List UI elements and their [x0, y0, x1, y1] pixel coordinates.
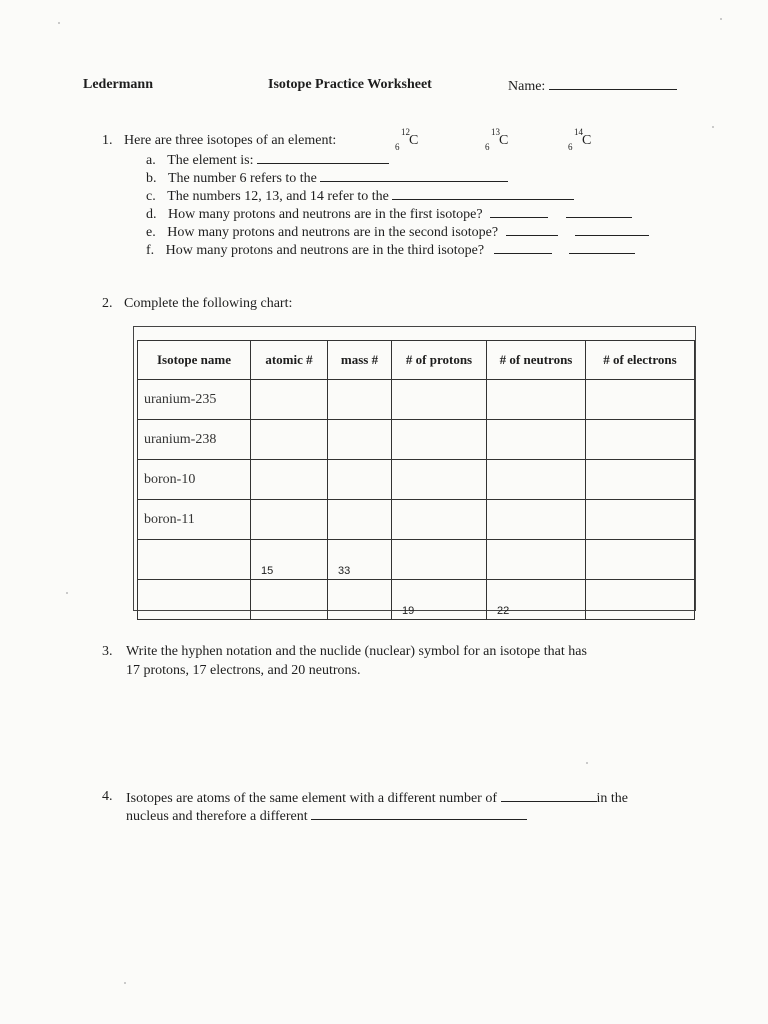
- cell-electrons[interactable]: [586, 380, 695, 420]
- q3-line1: Write the hyphen notation and the nuclide (nuclear) symbol for an isotope that has: [126, 644, 587, 659]
- cell-atomic[interactable]: [251, 580, 328, 620]
- q4-text-a: Isotopes are atoms of the same element with a different number of: [126, 791, 498, 806]
- cell-electrons[interactable]: [586, 580, 695, 620]
- q1-text: Here are three isotopes of an element:: [124, 133, 337, 148]
- q2-number: 2.: [102, 296, 113, 311]
- name-blank[interactable]: [549, 77, 677, 90]
- cell-protons[interactable]: [392, 500, 487, 540]
- q4-number: 4.: [102, 789, 113, 804]
- name-label: Name:: [508, 79, 546, 94]
- table-row: [138, 580, 695, 620]
- q3-number: 3.: [102, 644, 113, 659]
- cell-atomic[interactable]: [251, 420, 328, 460]
- scan-speck: [66, 592, 68, 594]
- part-text: How many protons and neutrons are in the third isotope?: [165, 243, 485, 258]
- q4-text-c: nucleus and therefore a different: [126, 809, 308, 824]
- q1b: [146, 169, 508, 187]
- cell-mass[interactable]: [328, 500, 392, 540]
- given-protons: 19: [402, 605, 415, 617]
- cell-electrons[interactable]: [586, 540, 695, 580]
- teacher-name: Ledermann: [83, 77, 153, 92]
- part-text: How many protons and neutrons are in the first isotope?: [168, 207, 483, 222]
- q1f: [146, 241, 635, 259]
- q4-text-b: in the: [596, 791, 629, 806]
- q1d-protons-blank[interactable]: [490, 205, 548, 218]
- given-neutrons: 22: [497, 605, 510, 617]
- scan-speck: [720, 18, 722, 20]
- q1f-neutrons-blank[interactable]: [569, 241, 635, 254]
- cell-neutrons[interactable]: [487, 420, 586, 460]
- col-isotope-name: Isotope name: [138, 341, 251, 380]
- isotope-chart: [137, 340, 695, 620]
- cell-protons: [392, 580, 487, 620]
- col-protons: # of protons: [392, 341, 487, 380]
- part-letter: d.: [146, 207, 157, 222]
- q4-blank-1[interactable]: [501, 789, 597, 802]
- table-row: [138, 380, 695, 420]
- isotope-symbol: C: [499, 133, 509, 148]
- isotope-symbol: C: [582, 133, 592, 148]
- q1a-blank[interactable]: [257, 151, 389, 164]
- q1f-protons-blank[interactable]: [494, 241, 552, 254]
- cell-atomic[interactable]: [251, 500, 328, 540]
- col-atomic-number: atomic #: [251, 341, 328, 380]
- isotope-mass: 13: [491, 127, 500, 137]
- q1c-blank[interactable]: [392, 187, 574, 200]
- part-letter: b.: [146, 171, 157, 186]
- given-atomic-number: 15: [261, 565, 274, 577]
- cell-isotope-name: boron-11: [138, 500, 251, 540]
- part-text: The number 6 refers to the: [168, 171, 317, 186]
- part-letter: f.: [146, 243, 155, 258]
- col-electrons: # of electrons: [586, 341, 695, 380]
- cell-neutrons[interactable]: [487, 540, 586, 580]
- page-title: Isotope Practice Worksheet: [268, 77, 432, 92]
- scan-speck: [58, 22, 60, 24]
- cell-atomic[interactable]: [251, 460, 328, 500]
- cell-neutrons[interactable]: [487, 380, 586, 420]
- cell-electrons[interactable]: [586, 460, 695, 500]
- cell-mass[interactable]: [328, 380, 392, 420]
- q1e: [146, 223, 649, 241]
- scan-speck: [124, 982, 126, 984]
- isotope-mass: 14: [574, 127, 583, 137]
- table-row: [138, 500, 695, 540]
- cell-protons[interactable]: [392, 540, 487, 580]
- part-letter: a.: [146, 153, 156, 168]
- col-mass-number: mass #: [328, 341, 392, 380]
- q4-line2: [126, 807, 527, 825]
- isotope-atomic: 6: [568, 142, 573, 152]
- q1d-neutrons-blank[interactable]: [566, 205, 632, 218]
- table-row: [138, 420, 695, 460]
- q1e-protons-blank[interactable]: [506, 223, 558, 236]
- chart-header-row: [138, 341, 695, 380]
- cell-neutrons[interactable]: [487, 500, 586, 540]
- cell-neutrons[interactable]: [487, 460, 586, 500]
- cell-protons[interactable]: [392, 420, 487, 460]
- cell-isotope-name: uranium-235: [138, 380, 251, 420]
- cell-mass: [328, 540, 392, 580]
- given-mass-number: 33: [338, 565, 351, 577]
- table-row: [138, 460, 695, 500]
- cell-electrons[interactable]: [586, 420, 695, 460]
- scan-speck: [712, 126, 714, 128]
- cell-electrons[interactable]: [586, 500, 695, 540]
- q1e-neutrons-blank[interactable]: [575, 223, 649, 236]
- cell-protons[interactable]: [392, 380, 487, 420]
- isotope-atomic: 6: [485, 142, 490, 152]
- cell-isotope-name: uranium-238: [138, 420, 251, 460]
- q1a: [146, 151, 389, 169]
- part-text: The element is:: [167, 153, 254, 168]
- col-neutrons: # of neutrons: [487, 341, 586, 380]
- cell-neutrons: [487, 580, 586, 620]
- cell-protons[interactable]: [392, 460, 487, 500]
- cell-mass[interactable]: [328, 420, 392, 460]
- q3-line2: 17 protons, 17 electrons, and 20 neutrons.: [126, 663, 361, 678]
- part-text: How many protons and neutrons are in the second isotope?: [167, 225, 499, 240]
- q2-text: Complete the following chart:: [124, 296, 293, 311]
- q4-line1: [126, 789, 628, 807]
- isotope-atomic: 6: [395, 142, 400, 152]
- name-field[interactable]: [508, 77, 677, 95]
- cell-mass[interactable]: [328, 460, 392, 500]
- scan-speck: [586, 762, 588, 764]
- q1b-blank[interactable]: [320, 169, 508, 182]
- cell-atomic[interactable]: [251, 380, 328, 420]
- q4-blank-2[interactable]: [311, 807, 527, 820]
- cell-atomic: [251, 540, 328, 580]
- q1c: [146, 187, 574, 205]
- table-row: [138, 540, 695, 580]
- part-letter: e.: [146, 225, 156, 240]
- cell-isotope-name: boron-10: [138, 460, 251, 500]
- cell-isotope-name[interactable]: [138, 580, 251, 620]
- part-letter: c.: [146, 189, 156, 204]
- cell-isotope-name[interactable]: [138, 540, 251, 580]
- q1-number: 1.: [102, 133, 113, 148]
- q1d: [146, 205, 632, 223]
- isotope-symbol: C: [409, 133, 419, 148]
- cell-mass[interactable]: [328, 580, 392, 620]
- isotope-mass: 12: [401, 127, 410, 137]
- part-text: The numbers 12, 13, and 14 refer to the: [167, 189, 389, 204]
